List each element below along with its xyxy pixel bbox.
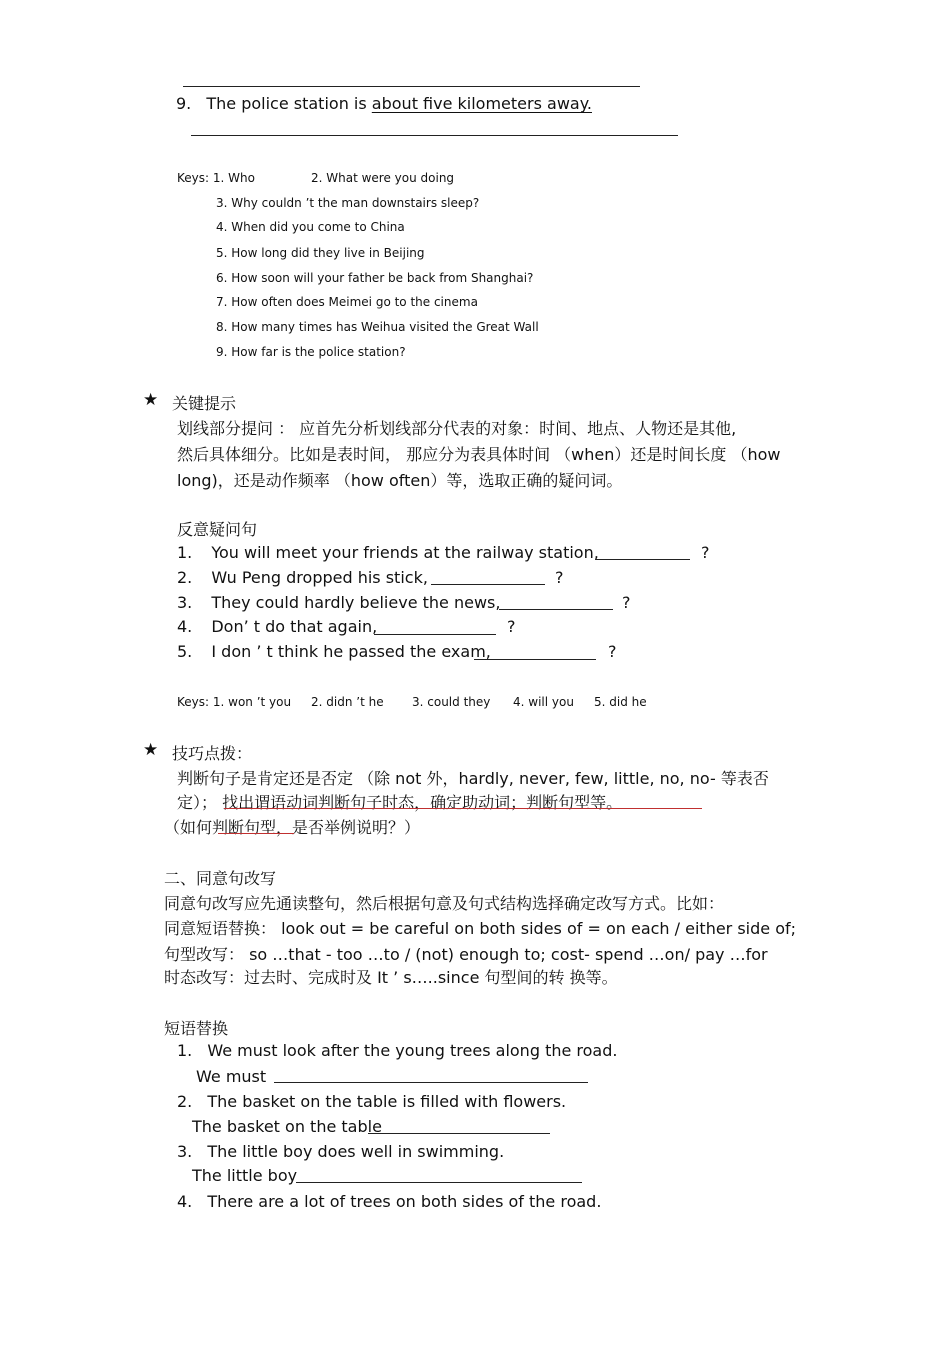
question-9 (176, 94, 592, 113)
answer-prefix: The basket on the table (192, 1117, 382, 1136)
question-text: The basket on the table is filled with flowers. (207, 1092, 567, 1111)
question-number: 3. (177, 1142, 193, 1161)
keys-label: Keys: 1. Who (177, 171, 255, 185)
red-underline (224, 808, 702, 809)
key-item: 5. did he (594, 695, 647, 709)
question-text: The little boy does well in swimming. (207, 1142, 505, 1161)
tense-example: 时态改写：过去时、完成时及 It ’ s…..since 句型间的转 换等。 (164, 968, 618, 987)
star-icon: ★ (143, 740, 159, 760)
question-number: 5. (177, 642, 193, 661)
key-item: 5. How long did they live in Beijing (216, 246, 425, 260)
answer-prefix: The little boy (192, 1166, 298, 1185)
tip-underlined: 找出谓语动词判断句子时态，确定助动词；判断句型等。 (222, 793, 623, 812)
tip-title: 关键提示 (172, 394, 237, 413)
key-item: 2. What were you doing (311, 171, 455, 185)
answer-prefix: We must (196, 1067, 267, 1086)
question-number: 2. (177, 568, 193, 587)
answer-line[interactable] (368, 1133, 550, 1134)
key-item: 2. didn ’t he (311, 695, 384, 709)
question-mark: ? (608, 642, 617, 661)
tip-line: 划线部分提问 ： 应首先分析划线部分代表的对象：时间、地点、人物还是其他, (177, 419, 737, 438)
question-mark: ? (555, 568, 564, 587)
question-number: 1. (177, 543, 193, 562)
answer-line[interactable] (499, 609, 613, 610)
rewrite-question (177, 1041, 617, 1060)
key-item: 3. Why couldn ’t the man downstairs sleep? (216, 196, 480, 210)
question-number: 2. (177, 1092, 193, 1111)
tip-paren-end: 是否举例说明？） (292, 818, 421, 837)
question-text: We must look after the young trees along the road. (207, 1041, 618, 1060)
keys-label: Keys: 1. won ’t you (177, 695, 292, 709)
question-number: 1. (177, 1041, 193, 1060)
question-text: I don ’ t think he passed the exam, (211, 642, 491, 661)
tag-question (177, 568, 428, 587)
tip-line-start: 定）； (177, 793, 218, 812)
pattern-example: 句型改写： so …that - too …to / (not) enough to; cost- spend …on/ pay …for (164, 945, 768, 964)
rewrite-question (177, 1092, 566, 1111)
answer-line[interactable] (296, 1182, 582, 1183)
answer-line[interactable] (474, 659, 596, 660)
rewrite-question (177, 1192, 601, 1211)
section-intro: 同意句改写应先通读整句，然后根据句意及句式结构选择确定改写方式。比如： (164, 894, 725, 913)
tip-paren-start: （如何 (164, 818, 213, 837)
key-item: 7. How often does Meimei go to the cinema (216, 295, 478, 309)
tag-question (177, 593, 500, 612)
key-item: 4. will you (513, 695, 574, 709)
question-number: 4. (177, 1192, 193, 1211)
red-underline (218, 833, 294, 834)
tag-question (177, 617, 377, 636)
question-text: Don’ t do that again, (211, 617, 378, 636)
question-text: The police station is (206, 94, 367, 113)
tip-title: 技巧点拨： (172, 744, 253, 763)
question-number: 9. (176, 94, 192, 113)
underlined-part: about five kilometers away. (371, 94, 592, 113)
tip-line: long)，还是动作频率 （how often）等，选取正确的疑问词。 (177, 471, 623, 490)
star-icon: ★ (143, 390, 159, 410)
key-item: 4. When did you come to China (216, 220, 405, 234)
answer-line[interactable] (431, 584, 545, 585)
question-text: Wu Peng dropped his stick, (211, 568, 428, 587)
question-mark: ? (701, 543, 710, 562)
phrase-example: 同意短语替换： look out = be careful on both sides of = on each / either side of; (164, 919, 797, 938)
question-text: They could hardly believe the news, (211, 593, 501, 612)
section-title: 反意疑问句 (177, 520, 258, 539)
section-title: 短语替换 (164, 1019, 229, 1038)
question-text: There are a lot of trees on both sides of the road. (207, 1192, 602, 1211)
question-mark: ? (507, 617, 516, 636)
answer-line[interactable] (191, 135, 678, 136)
answer-line[interactable] (596, 559, 690, 560)
rewrite-question (177, 1142, 504, 1161)
answer-line[interactable] (274, 1082, 588, 1083)
answer-line[interactable] (183, 86, 640, 87)
section-title: 二、同意句改写 (164, 869, 277, 888)
key-item: 9. How far is the police station? (216, 345, 406, 359)
answer-line[interactable] (374, 634, 496, 635)
tag-question (177, 642, 491, 661)
question-text: You will meet your friends at the railway station, (211, 543, 599, 562)
tip-underlined: 判断句型， (212, 818, 293, 837)
tip-line (177, 790, 622, 813)
question-number: 4. (177, 617, 193, 636)
key-item: 3. could they (412, 695, 491, 709)
question-number: 3. (177, 593, 193, 612)
tip-line (164, 815, 420, 838)
tip-line: 判断句子是肯定还是否定 （除 not 外，hardly, never, few, little, no, no- 等表否 (177, 769, 769, 788)
key-item: 6. How soon will your father be back from Shanghai? (216, 271, 534, 285)
tag-question (177, 543, 599, 562)
tip-line: 然后具体细分。比如是表时间， 那应分为表具体时间 （when）还是时间长度 （how (177, 445, 781, 464)
key-item: 8. How many times has Weihua visited the Great Wall (216, 320, 539, 334)
question-mark: ? (622, 593, 631, 612)
